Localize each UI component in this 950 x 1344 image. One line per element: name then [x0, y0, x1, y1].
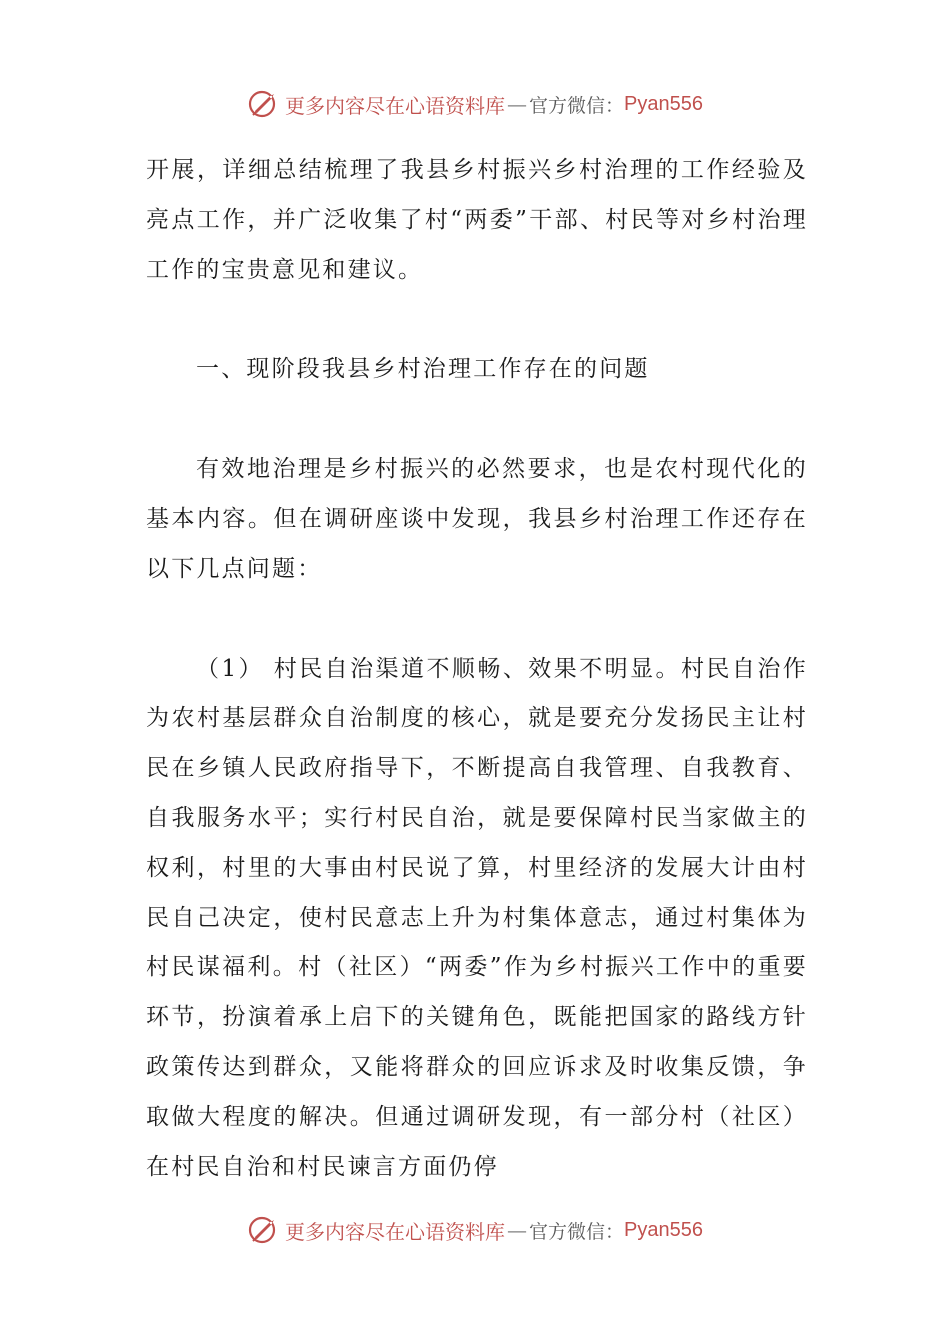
paragraph-item-1: （1） 村民自治渠道不顺畅、效果不明显。村民自治作为农村基层群众自治制度的核心，就是要充分发扬民主让村民在乡镇人民政府指导下，不断提高自我管理、自我教育、自我服务水平；实行村民自治，就是要保障村民当家做主的权利，村里的大事由村民说了算，村里经济的发展大计由村民自己决定，使村民意志上升为村集体意志，通过村集体为村民谋福利。村（社区）“两委”作为乡村振兴工作中的重要环节，扮演着承上启下的关键角色，既能把国家的路线方针政策传达到群众，又能将群众的回应诉求及时收集反馈，争取做大程度的解决。但通过调研发现，有一部分村（社区）在村民自治和村民谏言方面仍停	[146, 655, 808, 1180]
banner-dash: —	[507, 1218, 527, 1242]
banner-slogan: 更多内容尽在心语资料库	[285, 1219, 505, 1244]
header-banner	[0, 84, 950, 124]
paragraph-gap	[146, 395, 808, 445]
paragraph-gap	[146, 295, 808, 345]
pen-nib-logo-icon	[247, 87, 281, 121]
banner-wechat-label: 官方微信：	[529, 94, 625, 117]
banner-wechat-label: 官方微信：	[529, 1220, 625, 1243]
section-heading: 一、现阶段我县乡村治理工作存在的问题	[196, 356, 650, 383]
paragraph-intro: 有效地治理是乡村振兴的必然要求，也是农村现代化的基本内容。但在调研座谈中发现，我县乡村治理工作还存在以下几点问题：	[146, 456, 808, 582]
paragraph-continuation: 开展，详细总结梳理了我县乡村振兴乡村治理的工作经验及亮点工作，并广泛收集了村“两委”干部、村民等对乡村治理工作的宝贵意见和建议。	[146, 157, 808, 283]
banner-slogan: 更多内容尽在心语资料库	[285, 93, 505, 118]
banner-dash: —	[507, 92, 527, 116]
footer-banner	[0, 1210, 950, 1250]
banner-wechat-id: Pyan556	[624, 1218, 703, 1241]
document-body	[146, 146, 808, 1192]
pen-nib-logo-icon	[247, 1213, 281, 1247]
banner-wechat-id: Pyan556	[624, 92, 703, 115]
paragraph-gap	[146, 595, 808, 645]
